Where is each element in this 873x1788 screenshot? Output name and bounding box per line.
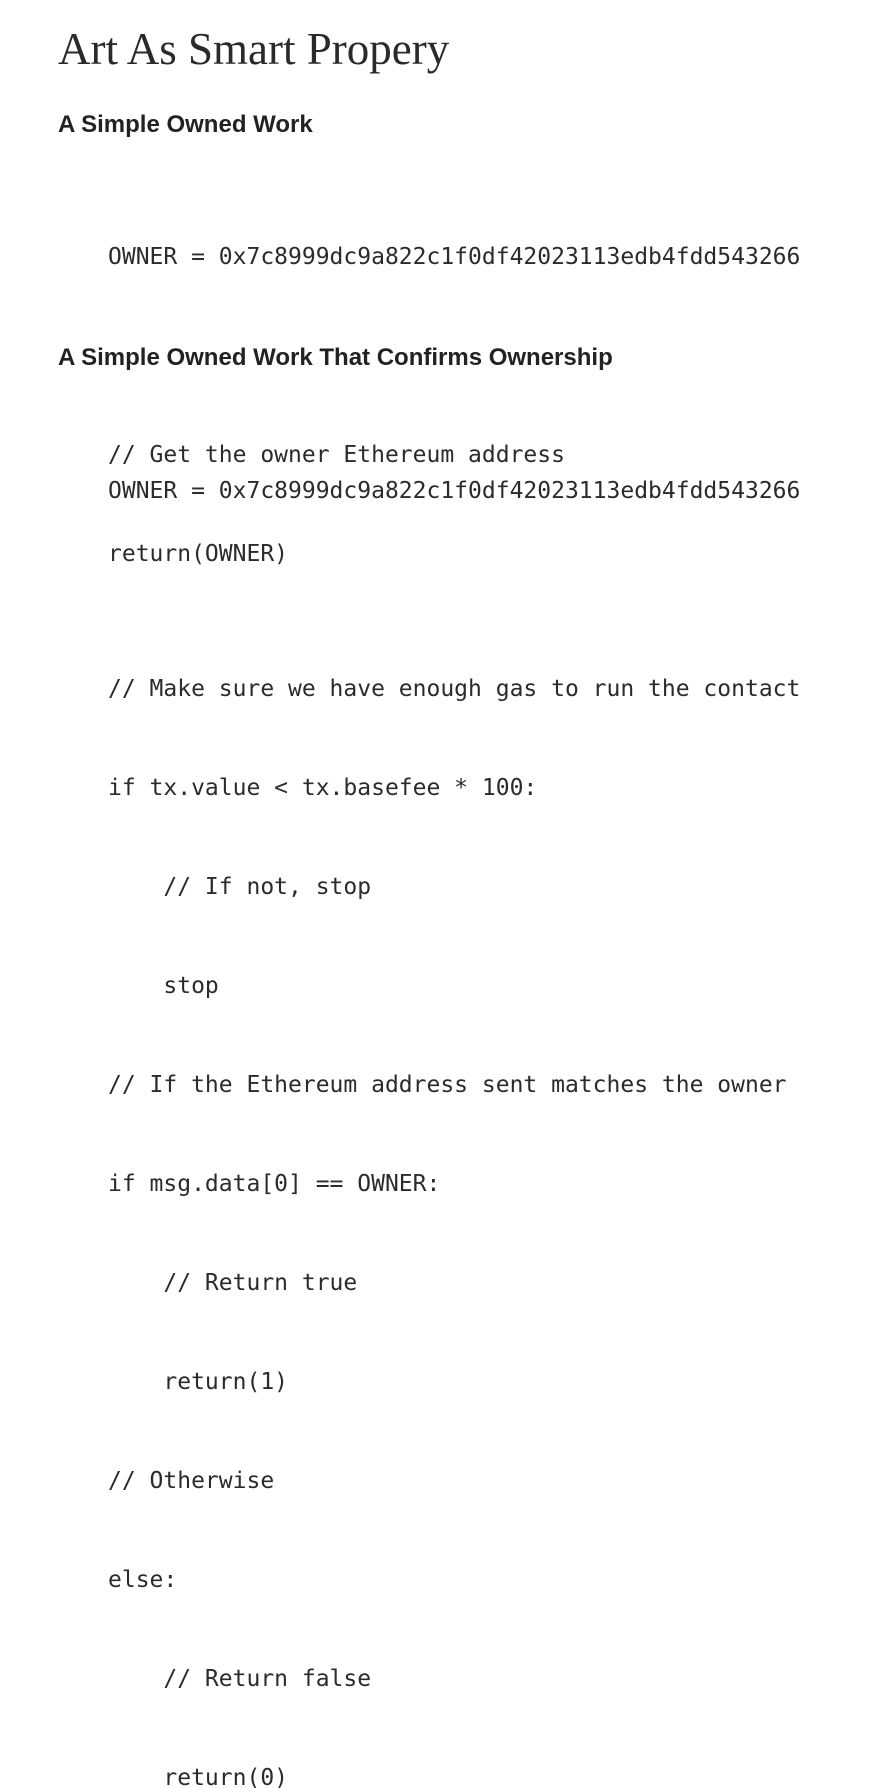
- code-line: // Return false: [108, 1666, 372, 1692]
- code-line: else:: [108, 1567, 178, 1593]
- page-title: Art As Smart Propery: [58, 24, 450, 74]
- code-line: return(1): [108, 1369, 289, 1395]
- code-line: // Return true: [108, 1270, 358, 1296]
- code-line: return(0): [108, 1765, 289, 1788]
- code-line: OWNER = 0x7c8999dc9a822c1f0df42023113edb4fdd543266: [108, 244, 801, 270]
- section-heading-confirms-ownership: A Simple Owned Work That Confirms Ownership: [58, 344, 613, 371]
- section-heading-simple-owned-work: A Simple Owned Work: [58, 111, 313, 138]
- code-line: // Get the owner Ethereum address: [108, 442, 565, 468]
- code-line: // Otherwise: [108, 1468, 275, 1494]
- code-line: // If not, stop: [108, 874, 372, 900]
- code-line: // Make sure we have enough gas to run the contact: [108, 676, 801, 702]
- code-line: if tx.value < tx.basefee * 100:: [108, 775, 538, 801]
- code-block-confirms-ownership: [108, 409, 800, 1788]
- code-line: return(OWNER): [108, 541, 289, 567]
- code-line: [108, 574, 800, 607]
- code-line: if msg.data[0] == OWNER:: [108, 1171, 441, 1197]
- code-line: OWNER = 0x7c8999dc9a822c1f0df42023113edb4fdd543266: [108, 478, 801, 504]
- code-line: stop: [108, 973, 219, 999]
- code-line: // If the Ethereum address sent matches the owner: [108, 1072, 787, 1098]
